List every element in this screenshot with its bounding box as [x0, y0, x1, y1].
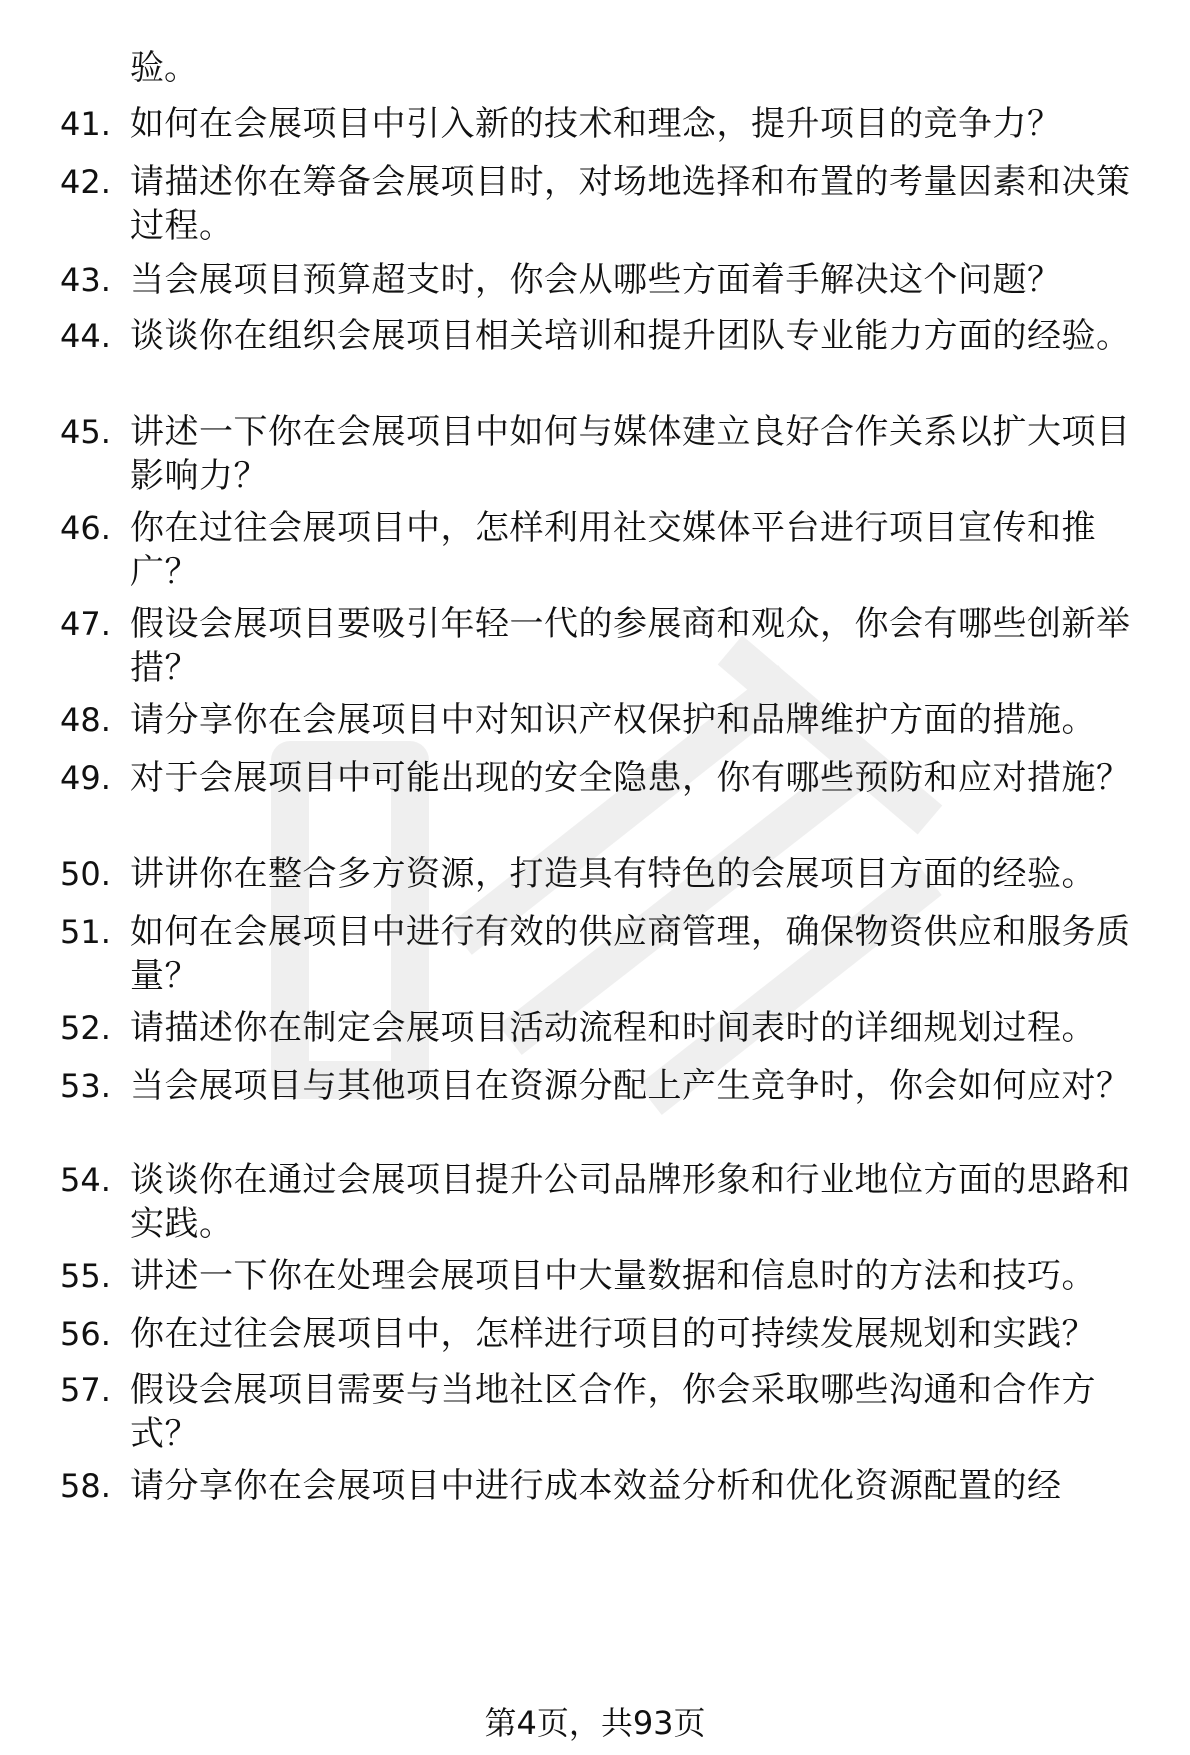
- item-text: 你在过往会展项目中，怎样进行项目的可持续发展规划和实践？: [130, 1314, 1096, 1354]
- item-number: 50.: [60, 855, 111, 893]
- item-text: 请描述你在筹备会展项目时，对场地选择和布置的考量因素和决策过程。: [130, 162, 1131, 246]
- item-text: 如何在会展项目中引入新的技术和理念，提升项目的竞争力？: [130, 104, 1062, 144]
- item-number: 41.: [60, 105, 111, 143]
- item-text: 假设会展项目要吸引年轻一代的参展商和观众，你会有哪些创新举措？: [130, 604, 1131, 688]
- item-number: 52.: [60, 1009, 111, 1047]
- item-number: 57.: [60, 1371, 111, 1409]
- item-text: 请分享你在会展项目中进行成本效益分析和优化资源配置的经: [130, 1466, 1062, 1506]
- item-text: 当会展项目预算超支时，你会从哪些方面着手解决这个问题？: [130, 260, 1062, 300]
- item-text: 谈谈你在通过会展项目提升公司品牌形象和行业地位方面的思路和实践。: [130, 1160, 1131, 1244]
- continuation-text: 验。: [130, 48, 198, 88]
- item-text: 讲讲你在整合多方资源，打造具有特色的会展项目方面的经验。: [130, 854, 1096, 894]
- item-text: 请描述你在制定会展项目活动流程和时间表时的详细规划过程。: [130, 1008, 1096, 1048]
- item-text: 讲述一下你在处理会展项目中大量数据和信息时的方法和技巧。: [130, 1256, 1096, 1296]
- item-number: 46.: [60, 509, 111, 547]
- item-number: 44.: [60, 317, 111, 355]
- item-number: 47.: [60, 605, 111, 643]
- item-number: 45.: [60, 413, 111, 451]
- item-text: 你在过往会展项目中，怎样利用社交媒体平台进行项目宣传和推广？: [130, 508, 1096, 592]
- item-number: 55.: [60, 1257, 111, 1295]
- item-text: 谈谈你在组织会展项目相关培训和提升团队专业能力方面的经验。: [130, 316, 1131, 356]
- item-number: 56.: [60, 1315, 111, 1353]
- item-number: 42.: [60, 163, 111, 201]
- item-number: 54.: [60, 1161, 111, 1199]
- item-text: 请分享你在会展项目中对知识产权保护和品牌维护方面的措施。: [130, 700, 1096, 740]
- item-text: 如何在会展项目中进行有效的供应商管理，确保物资供应和服务质量？: [130, 912, 1131, 996]
- item-text: 假设会展项目需要与当地社区合作，你会采取哪些沟通和合作方式？: [130, 1370, 1096, 1454]
- item-number: 48.: [60, 701, 111, 739]
- item-number: 43.: [60, 261, 111, 299]
- item-number: 51.: [60, 913, 111, 951]
- page-footer: 第4页，共93页: [484, 1704, 706, 1742]
- item-number: 49.: [60, 759, 111, 797]
- item-number: 58.: [60, 1467, 111, 1505]
- item-text: 当会展项目与其他项目在资源分配上产生竞争时，你会如何应对？: [130, 1066, 1131, 1106]
- item-text: 对于会展项目中可能出现的安全隐患，你有哪些预防和应对措施？: [130, 758, 1131, 798]
- item-number: 53.: [60, 1067, 111, 1105]
- item-text: 讲述一下你在会展项目中如何与媒体建立良好合作关系以扩大项目影响力？: [130, 412, 1131, 496]
